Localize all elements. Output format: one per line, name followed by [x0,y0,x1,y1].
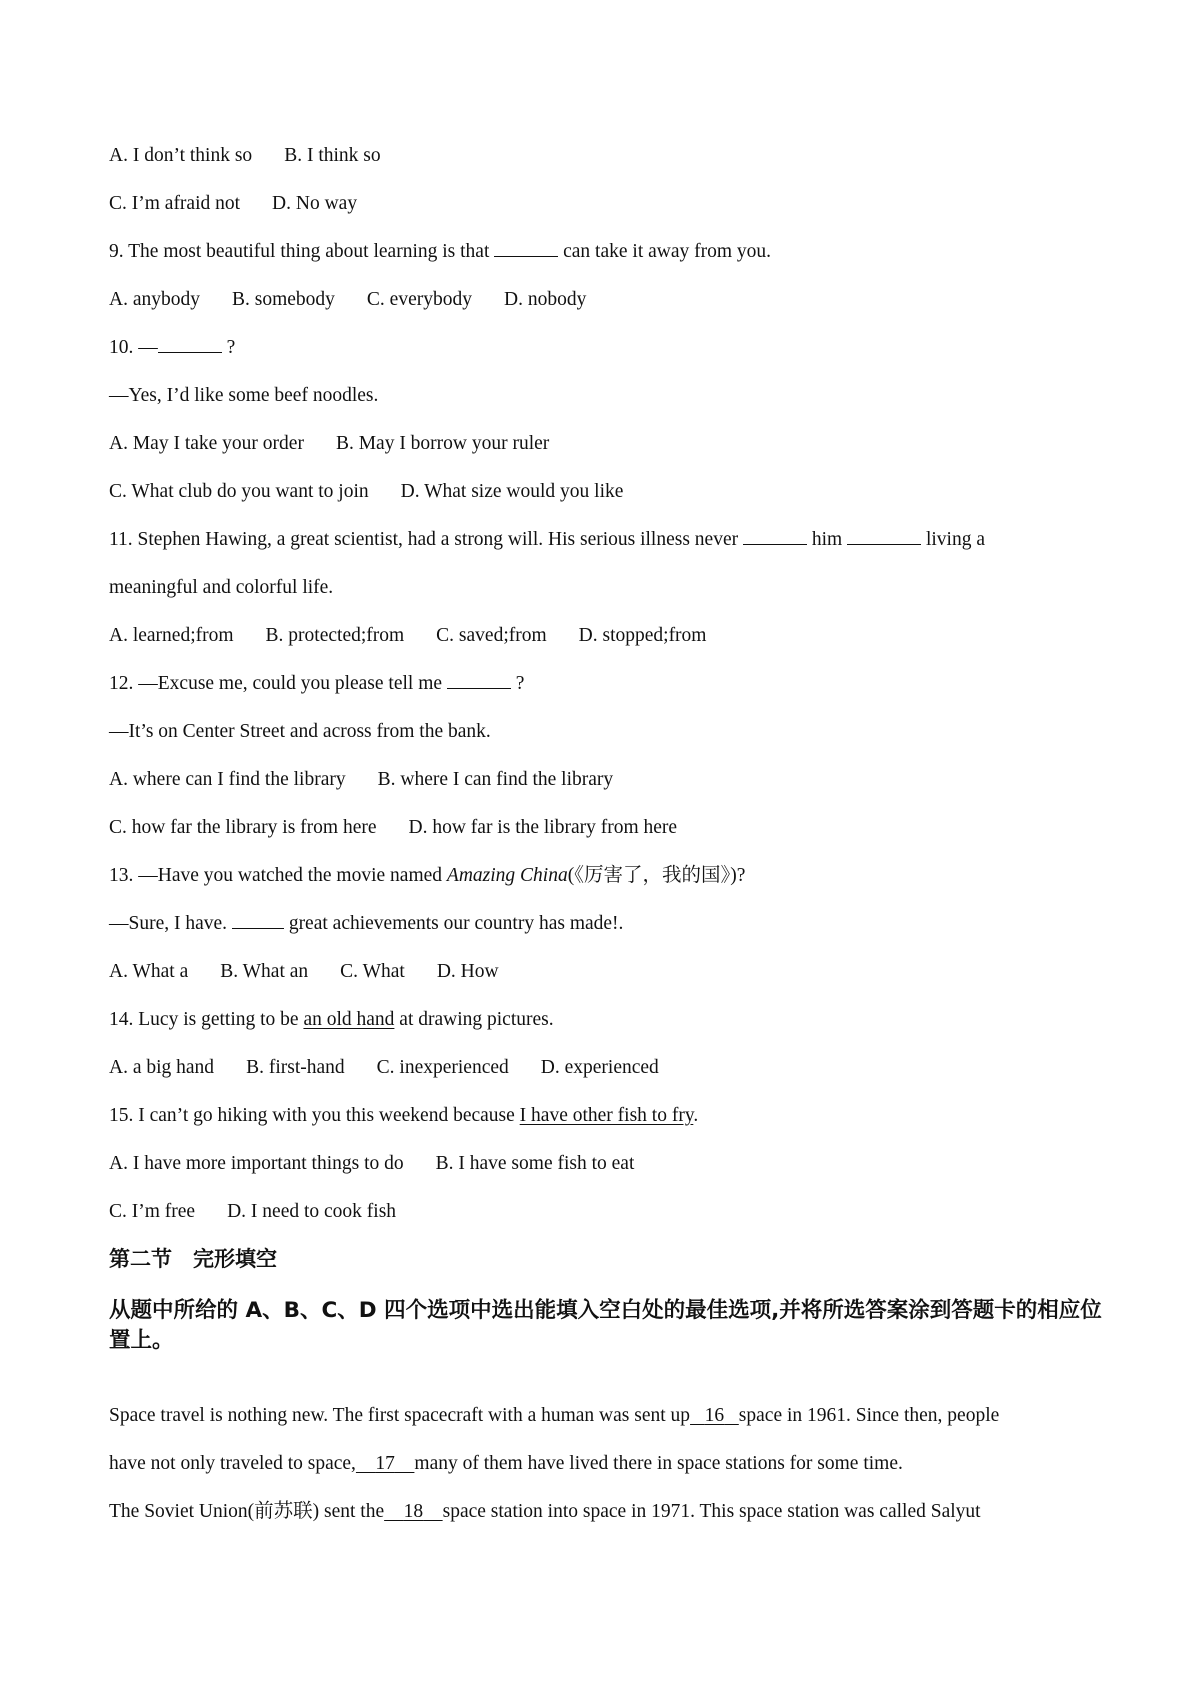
q12-stem: 12. —Excuse me, could you please tell me ? [109,670,524,698]
q15-stem: 15. I can’t go hiking with you this weekend because I have other fish to fry. [109,1105,699,1126]
q15-option-d: D. I need to cook fish [227,1201,397,1222]
q13-option-c: C. What [340,961,405,982]
q11-stem: 11. Stephen Hawing, a great scientist, had a strong will. His serious illness never him living a [109,526,985,554]
q13-blank [232,910,284,929]
q9-option-a: A. anybody [109,289,200,310]
cloze-blank-16: 16 [704,1405,725,1426]
passage-line-1: Space travel is nothing new. The first spacecraft with a human was sent up 16 space in 1961. Since then, people [109,1405,1000,1426]
q10-reply: —Yes, I’d like some beef noodles. [109,385,379,406]
q13-option-a: A. What a [109,961,189,982]
q13-stem: 13. —Have you watched the movie named Amazing China(《厉害了，我的国》)? [109,865,746,886]
q10-options-row-1 [109,430,549,458]
q14-option-d: D. experienced [540,1057,659,1078]
q13-movie-title: Amazing China [446,865,568,886]
q9-option-b: B. somebody [232,289,335,310]
q15-options-row-2 [109,1198,396,1226]
q8-option-a: A. I don’t think so [109,145,253,166]
q11-blank-2 [847,526,921,545]
q15-underlined-phrase: I have other fish to fry [519,1105,694,1126]
cloze-blank-17: 17 [375,1453,395,1474]
q11-stem-cont: meaningful and colorful life. [109,577,334,598]
q12-option-b: B. where I can find the library [377,769,614,790]
q12-options-row-2 [109,814,677,842]
q14-stem: 14. Lucy is getting to be an old hand at drawing pictures. [109,1009,554,1030]
q14-options [109,1054,659,1082]
passage-line-2: have not only traveled to space, 17 many of them have lived there in space stations for some time. [109,1453,903,1474]
q9-options [109,286,586,314]
q14-option-b: B. first-hand [246,1057,345,1078]
q13-options [109,958,499,986]
q9-option-d: D. nobody [503,289,587,310]
q8-options-row-1 [109,142,381,170]
q9-option-c: C. everybody [366,289,472,310]
q10-options-row-2 [109,478,623,506]
q15-options-row-1 [109,1150,634,1178]
q15-option-b: B. I have some fish to eat [435,1153,635,1174]
q9-stem: 9. The most beautiful thing about learning is that can take it away from you. [109,238,771,266]
q12-option-c: C. how far the library is from here [109,817,377,838]
section-heading: 第二节 完形填空 [109,1247,277,1271]
passage-line-3: The Soviet Union(前苏联) sent the 18 space station into space in 1971. This space station was called Salyut [109,1501,981,1522]
q12-blank [447,670,511,689]
q10-stem: 10. — ? [109,334,235,362]
q12-option-a: A. where can I find the library [109,769,346,790]
q10-option-d: D. What size would you like [400,481,624,502]
q11-option-c: C. saved;from [436,625,547,646]
q14-underlined-phrase: an old hand [303,1009,395,1030]
q10-blank [158,334,222,353]
q12-options-row-1 [109,766,613,794]
q11-blank-1 [743,526,807,545]
q8-options-row-2 [109,190,357,218]
q14-option-a: A. a big hand [109,1057,215,1078]
q12-reply: —It’s on Center Street and across from the bank. [109,721,491,742]
q11-option-b: B. protected;from [265,625,405,646]
q13-option-d: D. How [436,961,499,982]
q15-option-a: A. I have more important things to do [109,1153,404,1174]
q13-option-b: B. What an [220,961,309,982]
q10-option-c: C. What club do you want to join [109,481,369,502]
q12-option-d: D. how far is the library from here [408,817,678,838]
q8-option-b: B. I think so [284,145,381,166]
q10-option-a: A. May I take your order [109,433,304,454]
cloze-blank-18: 18 [403,1501,424,1522]
q11-option-a: A. learned;from [109,625,234,646]
q14-option-c: C. inexperienced [376,1057,509,1078]
section-instruction: 从题中所给的 A、B、C、D 四个选项中选出能填入空白处的最佳选项,并将所选答案涂到答题卡的相应位置上。 [109,1298,1102,1353]
q8-option-c: C. I’m afraid not [109,193,241,214]
q15-option-c: C. I’m free [109,1201,196,1222]
q11-option-d: D. stopped;from [578,625,707,646]
q13-reply: —Sure, I have. great achievements our country has made!. [109,910,623,938]
q8-option-d: D. No way [272,193,358,214]
q10-option-b: B. May I borrow your ruler [335,433,550,454]
q9-blank [494,238,558,257]
q11-options [109,622,706,650]
